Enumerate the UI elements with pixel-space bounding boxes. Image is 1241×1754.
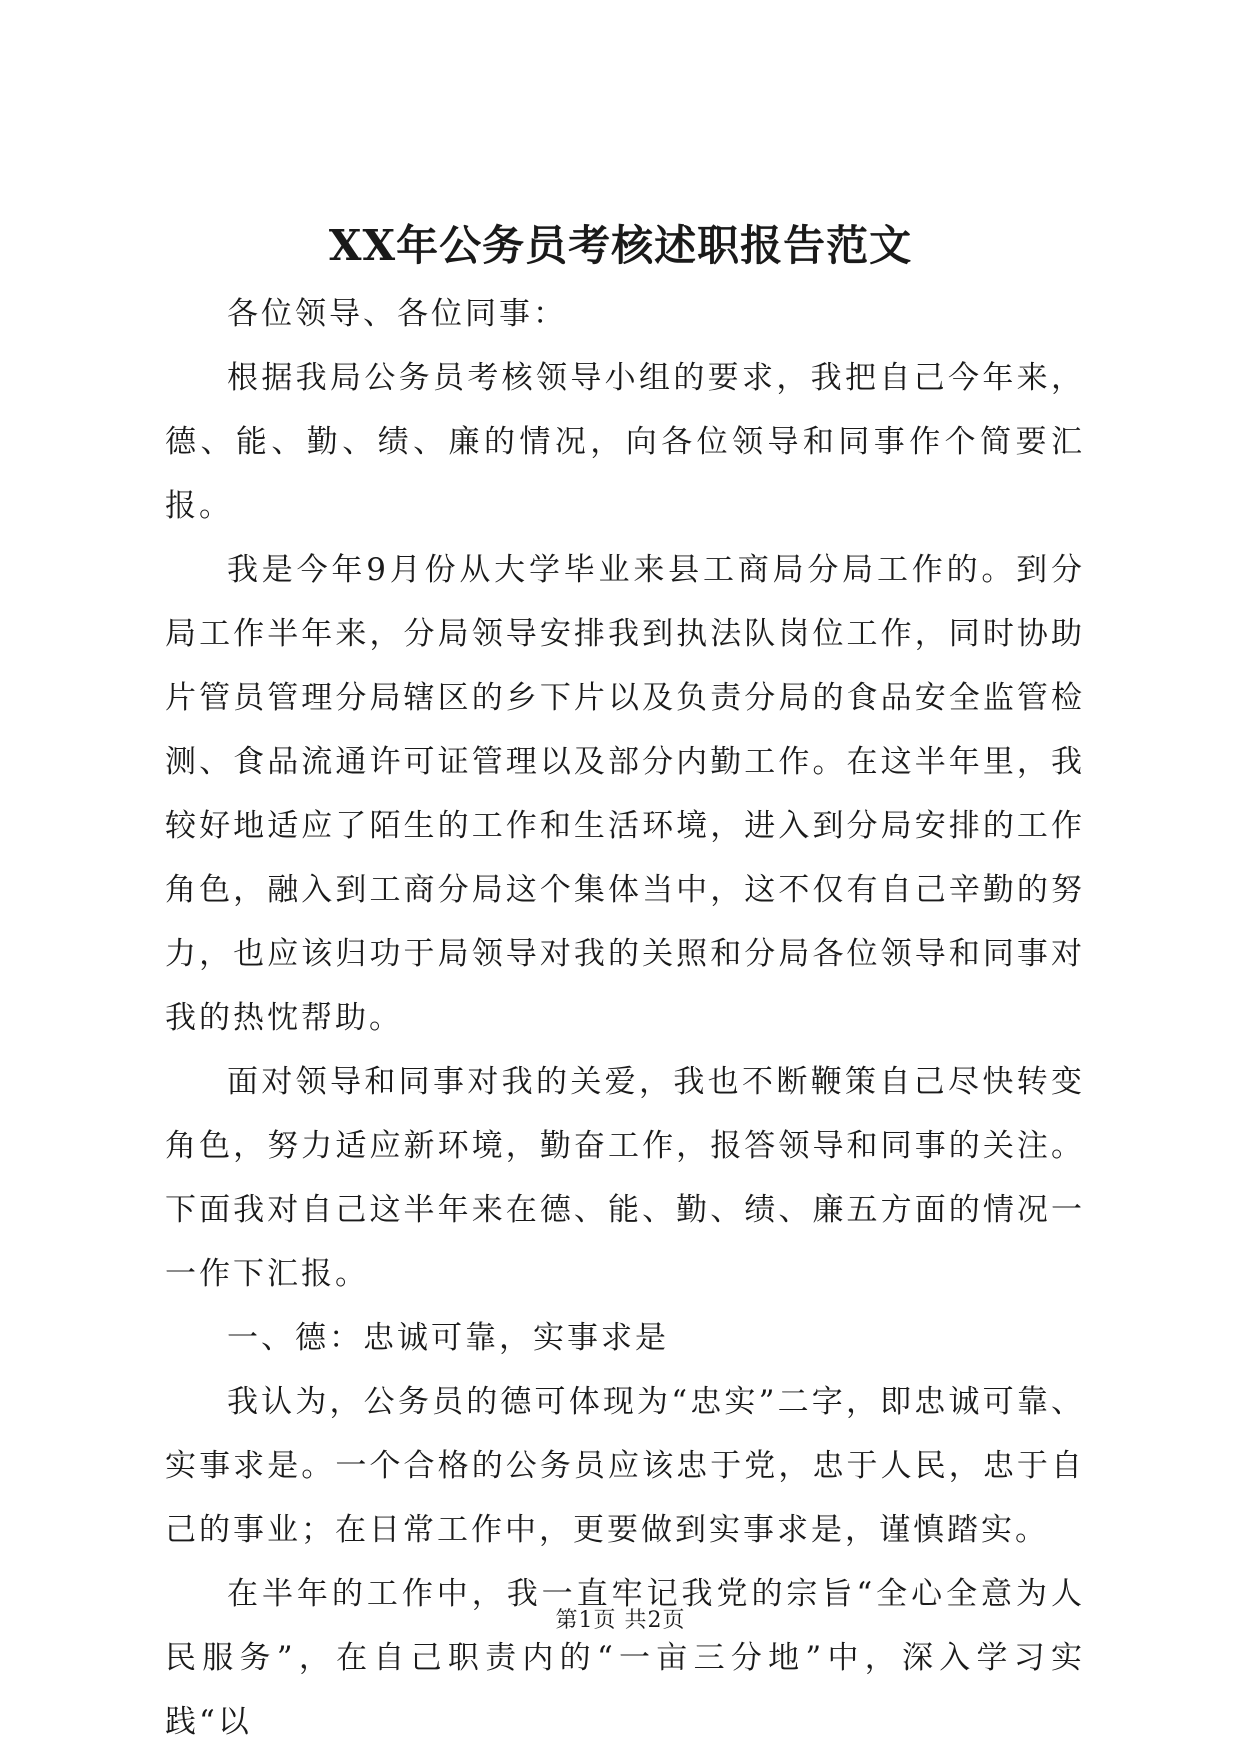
document-body	[165, 282, 1085, 1754]
intro-paragraph: 根据我局公务员考核领导小组的要求，我把自己今年来，德、能、勤、绩、廉的情况，向各位领导和同事作个简要汇报。	[165, 360, 1085, 524]
transition-paragraph: 面对领导和同事对我的关爱，我也不断鞭策自己尽快转变角色，努力适应新环境，勤奋工作，报答领导和同事的关注。下面我对自己这半年来在德、能、勤、绩、廉五方面的情况一一作下汇报。	[165, 1064, 1085, 1292]
section-heading-de: 一、德：忠诚可靠，实事求是	[227, 1320, 669, 1356]
salutation-paragraph: 各位领导、各位同事：	[227, 296, 567, 332]
page-footer: 第1页 共2页	[555, 1608, 686, 1633]
document-title: XX年公务员考核述职报告范文	[328, 221, 913, 270]
de-paragraph: 我认为，公务员的德可体现为“忠实”二字，即忠诚可靠、实事求是。一个合格的公务员应该忠于党，忠于人民，忠于自己的事业；在日常工作中，更要做到实事求是，谨慎踏实。	[165, 1384, 1085, 1548]
background-paragraph: 我是今年9月份从大学毕业来县工商局分局工作的。到分局工作半年来，分局领导安排我到执法队岗位工作，同时协助片管员管理分局辖区的乡下片以及负责分局的食品安全监管检测、食品流通许可证管理以及部分内勤工作。在这半年里，我较好地适应了陌生的工作和生活环境，进入到分局安排的工作角色，融入到工商分局这个集体当中，这不仅有自己辛勤的努力，也应该归功于局领导对我的关照和分局各位领导和同事对我的热忱帮助。	[165, 552, 1085, 1036]
service-paragraph: 在半年的工作中，我一直牢记我党的宗旨“全心全意为人民服务”，在自己职责内的“一亩三分地”中，深入学习实践“以	[165, 1576, 1085, 1740]
